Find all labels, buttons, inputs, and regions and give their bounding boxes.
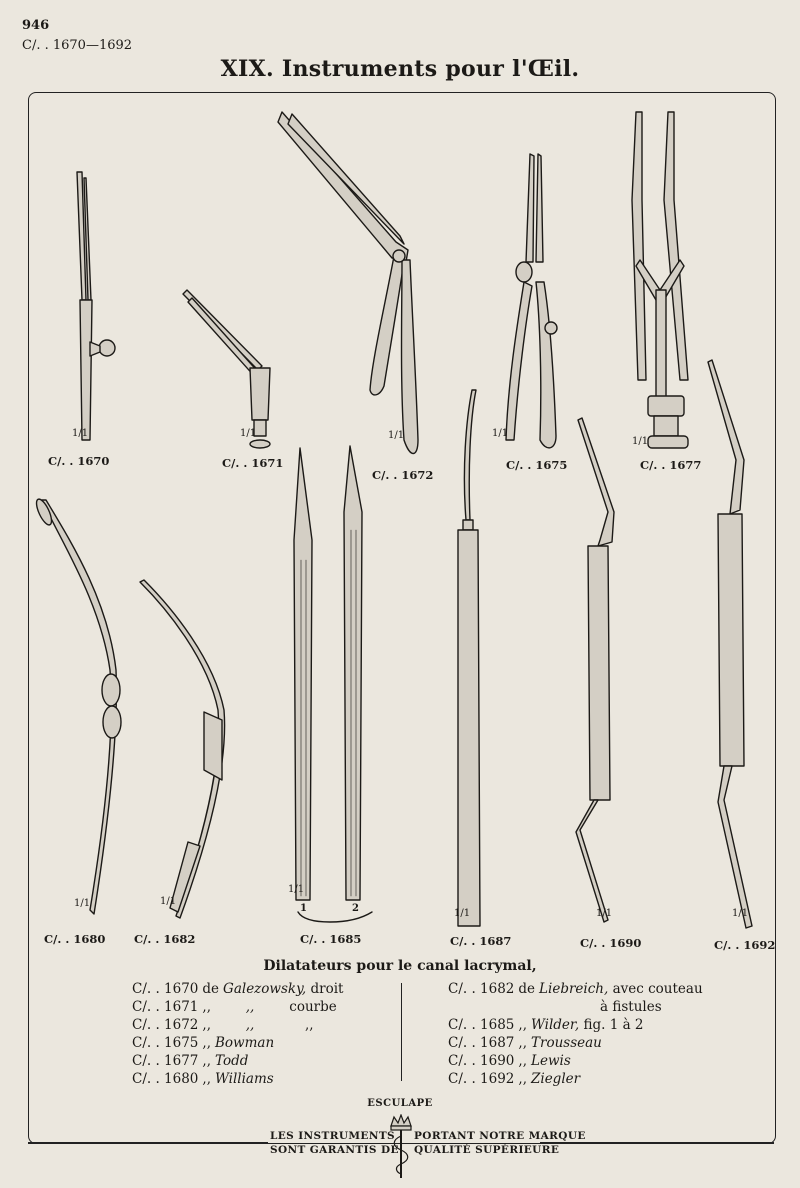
figure-label-1690: C/. . 1690 [580, 936, 642, 950]
legend-name: Wilder, [531, 1017, 580, 1033]
legend-name: Galezowsky, [223, 981, 307, 997]
instrument-1671-illustration [183, 290, 270, 448]
legend-connector: ,, [518, 1017, 527, 1033]
instrument-1687-illustration [458, 390, 480, 926]
instrument-1685-illustration [294, 446, 372, 922]
footer-rule-right [540, 1142, 774, 1144]
legend-code: C/. . 1672 [132, 1017, 199, 1033]
legend-connector: ,, [202, 1017, 211, 1033]
legend-connector: ,, [202, 1035, 211, 1051]
legend-code: C/. . 1687 [448, 1035, 515, 1051]
legend-name: ,, [245, 1017, 255, 1033]
legend-code: C/. . 1690 [448, 1053, 515, 1069]
figure-label-1687: C/. . 1687 [450, 934, 512, 948]
legend-code: C/. . 1682 [448, 981, 515, 997]
legend-desc: droit [310, 981, 344, 997]
legend-connector: ,, [202, 999, 211, 1015]
instrument-1692-illustration [708, 360, 752, 928]
figure-label-1685: C/. . 1685 [300, 932, 362, 946]
legend-connector: ,, [202, 1071, 211, 1087]
legend-row [132, 1052, 343, 1070]
legend-row [132, 998, 343, 1016]
scale-1690: 1/1 [596, 908, 613, 919]
instrument-1672-illustration [278, 112, 418, 454]
legend-desc: fig. 1 à 2 [583, 1017, 644, 1033]
legend-left-column [132, 980, 343, 1088]
legend-code: C/. . 1671 [132, 999, 199, 1015]
scale-1670: 1/1 [72, 428, 89, 439]
legend-name: Williams [215, 1071, 274, 1087]
legend-row [132, 1070, 343, 1088]
legend-name: Trousseau [531, 1035, 602, 1051]
legend-row [448, 1016, 703, 1034]
legend-row [448, 998, 703, 1016]
footer-right-line-1: PORTANT NOTRE MARQUE [414, 1130, 586, 1142]
page-number: 946 [22, 18, 50, 33]
figure-label-1672: C/. . 1672 [372, 468, 434, 482]
instrument-1675-illustration [506, 154, 557, 448]
legend-row [448, 1052, 703, 1070]
legend-row [132, 1034, 343, 1052]
footer-brand: ESCULAPE [367, 1098, 433, 1109]
instrument-1677-illustration [632, 112, 688, 448]
scale-1677: 1/1 [632, 436, 649, 447]
instrument-1690-illustration [576, 418, 614, 922]
legend-row [448, 1070, 703, 1088]
scale-1682: 1/1 [160, 896, 177, 907]
figure-label-1670: C/. . 1670 [48, 454, 110, 468]
legend-name: Todd [215, 1053, 249, 1069]
legend-name: Lewis [531, 1053, 571, 1069]
footer-right-line-2: QUALITÉ SUPÉRIEURE [414, 1144, 560, 1156]
figure-label-1671: C/. . 1671 [222, 456, 284, 470]
footer-rule-left [28, 1142, 268, 1144]
legend-name: Ziegler [531, 1071, 581, 1087]
legend-code: C/. . 1675 [132, 1035, 199, 1051]
legend-title: Dilatateurs pour le canal lacrymal, [263, 958, 537, 974]
figure-label-1692: C/. . 1692 [714, 938, 776, 952]
footer-left-line-1: LES INSTRUMENTS [270, 1130, 396, 1142]
legend-row [448, 1034, 703, 1052]
legend-name: ,, [245, 999, 255, 1015]
figure-label-1675: C/. . 1675 [506, 458, 568, 472]
scale-1692: 1/1 [732, 908, 749, 919]
legend-row [448, 980, 703, 998]
legend-code: C/. . 1680 [132, 1071, 199, 1087]
scale-1680: 1/1 [74, 898, 91, 909]
scale-1675: 1/1 [492, 428, 509, 439]
legend-connector: de [518, 981, 536, 997]
legend-connector: ,, [518, 1053, 527, 1069]
legend-connector: ,, [518, 1071, 527, 1087]
legend-code: C/. . 1685 [448, 1017, 515, 1033]
legend-desc: à fistules [600, 999, 662, 1015]
caduceus-crown-emblem-icon [388, 1114, 414, 1180]
legend-code: C/. . 1677 [132, 1053, 199, 1069]
figure-label-1677: C/. . 1677 [640, 458, 702, 472]
legend-name: Liebreich, [539, 981, 609, 997]
legend-code: C/. . 1692 [448, 1071, 515, 1087]
legend-desc: avec couteau [612, 981, 703, 997]
scale-1685: 1/1 [288, 884, 305, 895]
figure-label-1680: C/. . 1680 [44, 932, 106, 946]
scale-1687: 1/1 [454, 908, 471, 919]
instrument-1680-illustration [34, 497, 121, 914]
legend-connector: de [202, 981, 220, 997]
legend-divider [401, 983, 402, 1081]
page-range: C/. . 1670—1692 [22, 38, 133, 53]
scale-1671: 1/1 [240, 428, 257, 439]
figure-label-1682: C/. . 1682 [134, 932, 196, 946]
legend-name: Bowman [215, 1035, 275, 1051]
legend-connector: ,, [202, 1053, 211, 1069]
legend-row [132, 980, 343, 998]
scale-1672: 1/1 [388, 430, 405, 441]
footer-left-line-2: SONT GARANTIS DE [270, 1144, 399, 1156]
legend-desc: courbe [289, 999, 337, 1015]
instrument-1670-illustration [77, 172, 115, 440]
page-title: XIX. Instruments pour l'Œil. [220, 56, 580, 82]
legend-right-column [448, 980, 703, 1088]
legend-connector: ,, [518, 1035, 527, 1051]
instrument-1682-illustration [140, 580, 225, 918]
figure-1685-sub-2: 2 [352, 903, 359, 914]
figure-1685-sub-1: 1 [300, 903, 307, 914]
legend-row [132, 1016, 343, 1034]
legend-desc: ,, [305, 1017, 314, 1033]
legend-code: C/. . 1670 [132, 981, 199, 997]
